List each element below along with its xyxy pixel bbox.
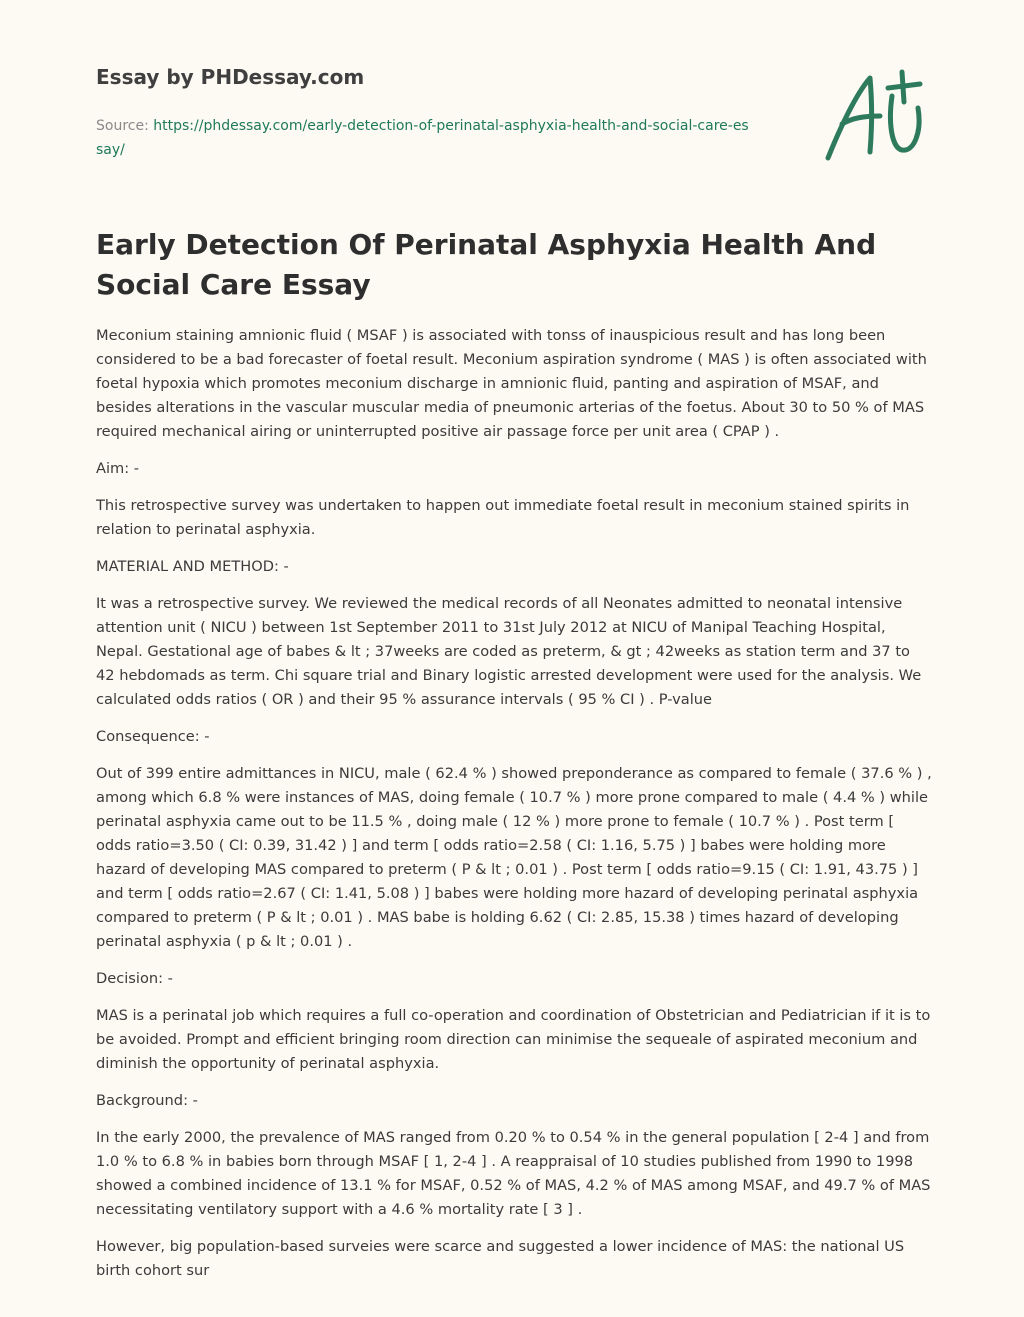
page-header <box>96 62 776 162</box>
section-label-decision: Decision: - <box>96 970 173 987</box>
a-plus-grade-icon <box>822 66 926 166</box>
paragraph: Meconium staining amnionic fluid ( MSAF ) is associated with tonss of inauspicious result and has long been considered to be a bad forecaster of foetal result. Meconium aspiration syndrome ( MAS ) is often associated with foetal hypoxia which promotes meconium discharge in amnionic fluid, panting and aspiration of MSAF, and besides alterations in the vascular muscular media of pneumonic arterias of the foetus. About 30 to 50 % of MAS required mechanical airing or uninterrupted positive air passage force per unit area ( CPAP ) . <box>96 327 927 440</box>
paragraph-truncated: However, big population-based surveies were scarce and suggested a lower incidence of MAS: the national US birth cohort sur <box>96 1238 905 1279</box>
paragraph: MAS is a perinatal job which requires a full co-operation and coordination of Obstetrician and Pediatrician if it is to be avoided. Prompt and efficient bringing room direction can minimise the sequeale of aspirated meconium and diminish the opportunity of perinatal asphyxia. <box>96 1007 931 1072</box>
section-label-aim: Aim: - <box>96 460 140 477</box>
paragraph: Out of 399 entire admittances in NICU, male ( 62.4 % ) showed preponderance as compared to female ( 37.6 % ) , among which 6.8 % were instances of MAS, doing female ( 10.7 % ) more prone compared to male ( 4.4 % ) while perinatal asphyxia came out to be 11.5 % , doing male ( 12 % ) more prone to female ( 10.7 % ) . Post term [ odds ratio=3.50 ( CI: 0.39, 31.42 ) ] and term [ odds ratio=2.58 ( CI: 1.16, 5.75 ) ] babes were holding more hazard of developing MAS compared to preterm ( P & lt ; 0.01 ) . Post term [ odds ratio=9.15 ( CI: 1.91, 43.75 ) ] and term [ odds ratio=2.67 ( CI: 1.41, 5.08 ) ] babes were holding more hazard of developing perinatal asphyxia compared to preterm ( P & lt ; 0.01 ) . MAS babe is holding 6.62 ( CI: 2.85, 15.38 ) times hazard of developing perinatal asphyxia ( p & lt ; 0.01 ) . <box>96 765 932 950</box>
essay-title: Early Detection Of Perinatal Asphyxia Health And Social Care Essay <box>96 228 877 301</box>
section-label-background: Background: - <box>96 1092 198 1109</box>
section-label-consequence: Consequence: - <box>96 728 210 745</box>
paragraph: In the early 2000, the prevalence of MAS ranged from 0.20 % to 0.54 % in the general population [ 2-4 ] and from 1.0 % to 6.8 % in babies born through MSAF [ 1, 2-4 ] . A reappraisal of 10 studies published from 1990 to 1998 showed a combined incidence of 13.1 % for MSAF, 0.52 % of MAS, 4.2 % of MAS among MSAF, and 49.7 % of MAS necessitating ventilatory support with a 4.6 % mortality rate [ 3 ] . <box>96 1129 931 1218</box>
source-label: Source: <box>96 118 154 134</box>
paragraph: This retrospective survey was undertaken to happen out immediate foetal result in meconium stained spirits in relation to perinatal asphyxia. <box>96 497 910 538</box>
section-label-method: MATERIAL AND METHOD: - <box>96 558 289 575</box>
source-line <box>96 114 756 162</box>
paragraph: It was a retrospective survey. We reviewed the medical records of all Neonates admitted to neonatal intensive attention unit ( NICU ) between 1st September 2011 to 31st July 2012 at NICU of Manipal Teaching Hospital, Nepal. Gestational age of babes & lt ; 37weeks are coded as preterm, & gt ; 42weeks as station term and 37 to 42 hebdomads as term. Chi square trial and Binary logistic arrested development were used for the analysis. We calculated odds ratios ( OR ) and their 95 % assurance intervals ( 95 % CI ) . P-value <box>96 595 922 708</box>
source-link[interactable]: https://phdessay.com/early-detection-of-perinatal-asphyxia-health-and-social-care-essay/ <box>96 118 749 158</box>
site-brand[interactable]: Essay by PHDessay.com <box>96 65 365 89</box>
essay-body <box>96 324 932 1296</box>
